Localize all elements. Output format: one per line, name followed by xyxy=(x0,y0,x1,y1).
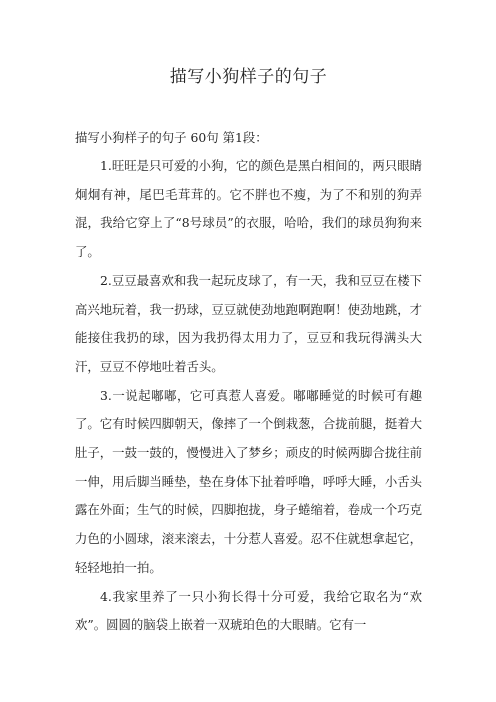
paragraph-1: 1.旺旺是只可爱的小狗，它的颜色是黑白相间的，两只眼睛炯炯有神，尾巴毛茸茸的。它不胖也不瘦，为了不和别的狗弄混，我给它穿上了“8号球员”的衣服，哈哈，我们的球员狗狗来了。 xyxy=(75,158,422,260)
paragraph-3: 3.一说起嘟嘟，它可真惹人喜爱。嘟嘟睡觉的时候可有趣了。它有时候四脚朝天，像摔了一个倒栽葱，合拢前腿，挺着大肚子，一鼓一鼓的，慢慢进入了梦乡；顽皮的时候两脚合拢往前一伸，用后脚当睡垫，垫在身体下扯着呼噜，呼呼大睡，小舌头露在外面；生气的时候，四脚抱拢，身子蜷缩着，卷成一个巧克力色的小圆球，滚来滚去，十分惹人喜爱。忍不住就想拿起它，轻轻地拍一拍。 xyxy=(75,387,422,575)
page-title: 描写小狗样子的句子 xyxy=(169,67,328,87)
paragraph-2: 2.豆豆最喜欢和我一起玩皮球了，有一天，我和豆豆在楼下高兴地玩着，我一扔球，豆豆就使劲地跑啊跑啊！使劲地跳，才能接住我扔的球，因为我扔得太用力了，豆豆和我玩得满头大汗，豆豆不停地吐着舌头。 xyxy=(75,272,422,374)
intro-line: 描写小狗样子的句子 60句 第1段： xyxy=(75,130,268,145)
paragraph-4: 4.我家里养了一只小狗长得十分可爱，我给它取名为“欢欢”。圆圆的脑袋上嵌着一双琥珀色的大眼睛。它有一 xyxy=(75,588,422,633)
